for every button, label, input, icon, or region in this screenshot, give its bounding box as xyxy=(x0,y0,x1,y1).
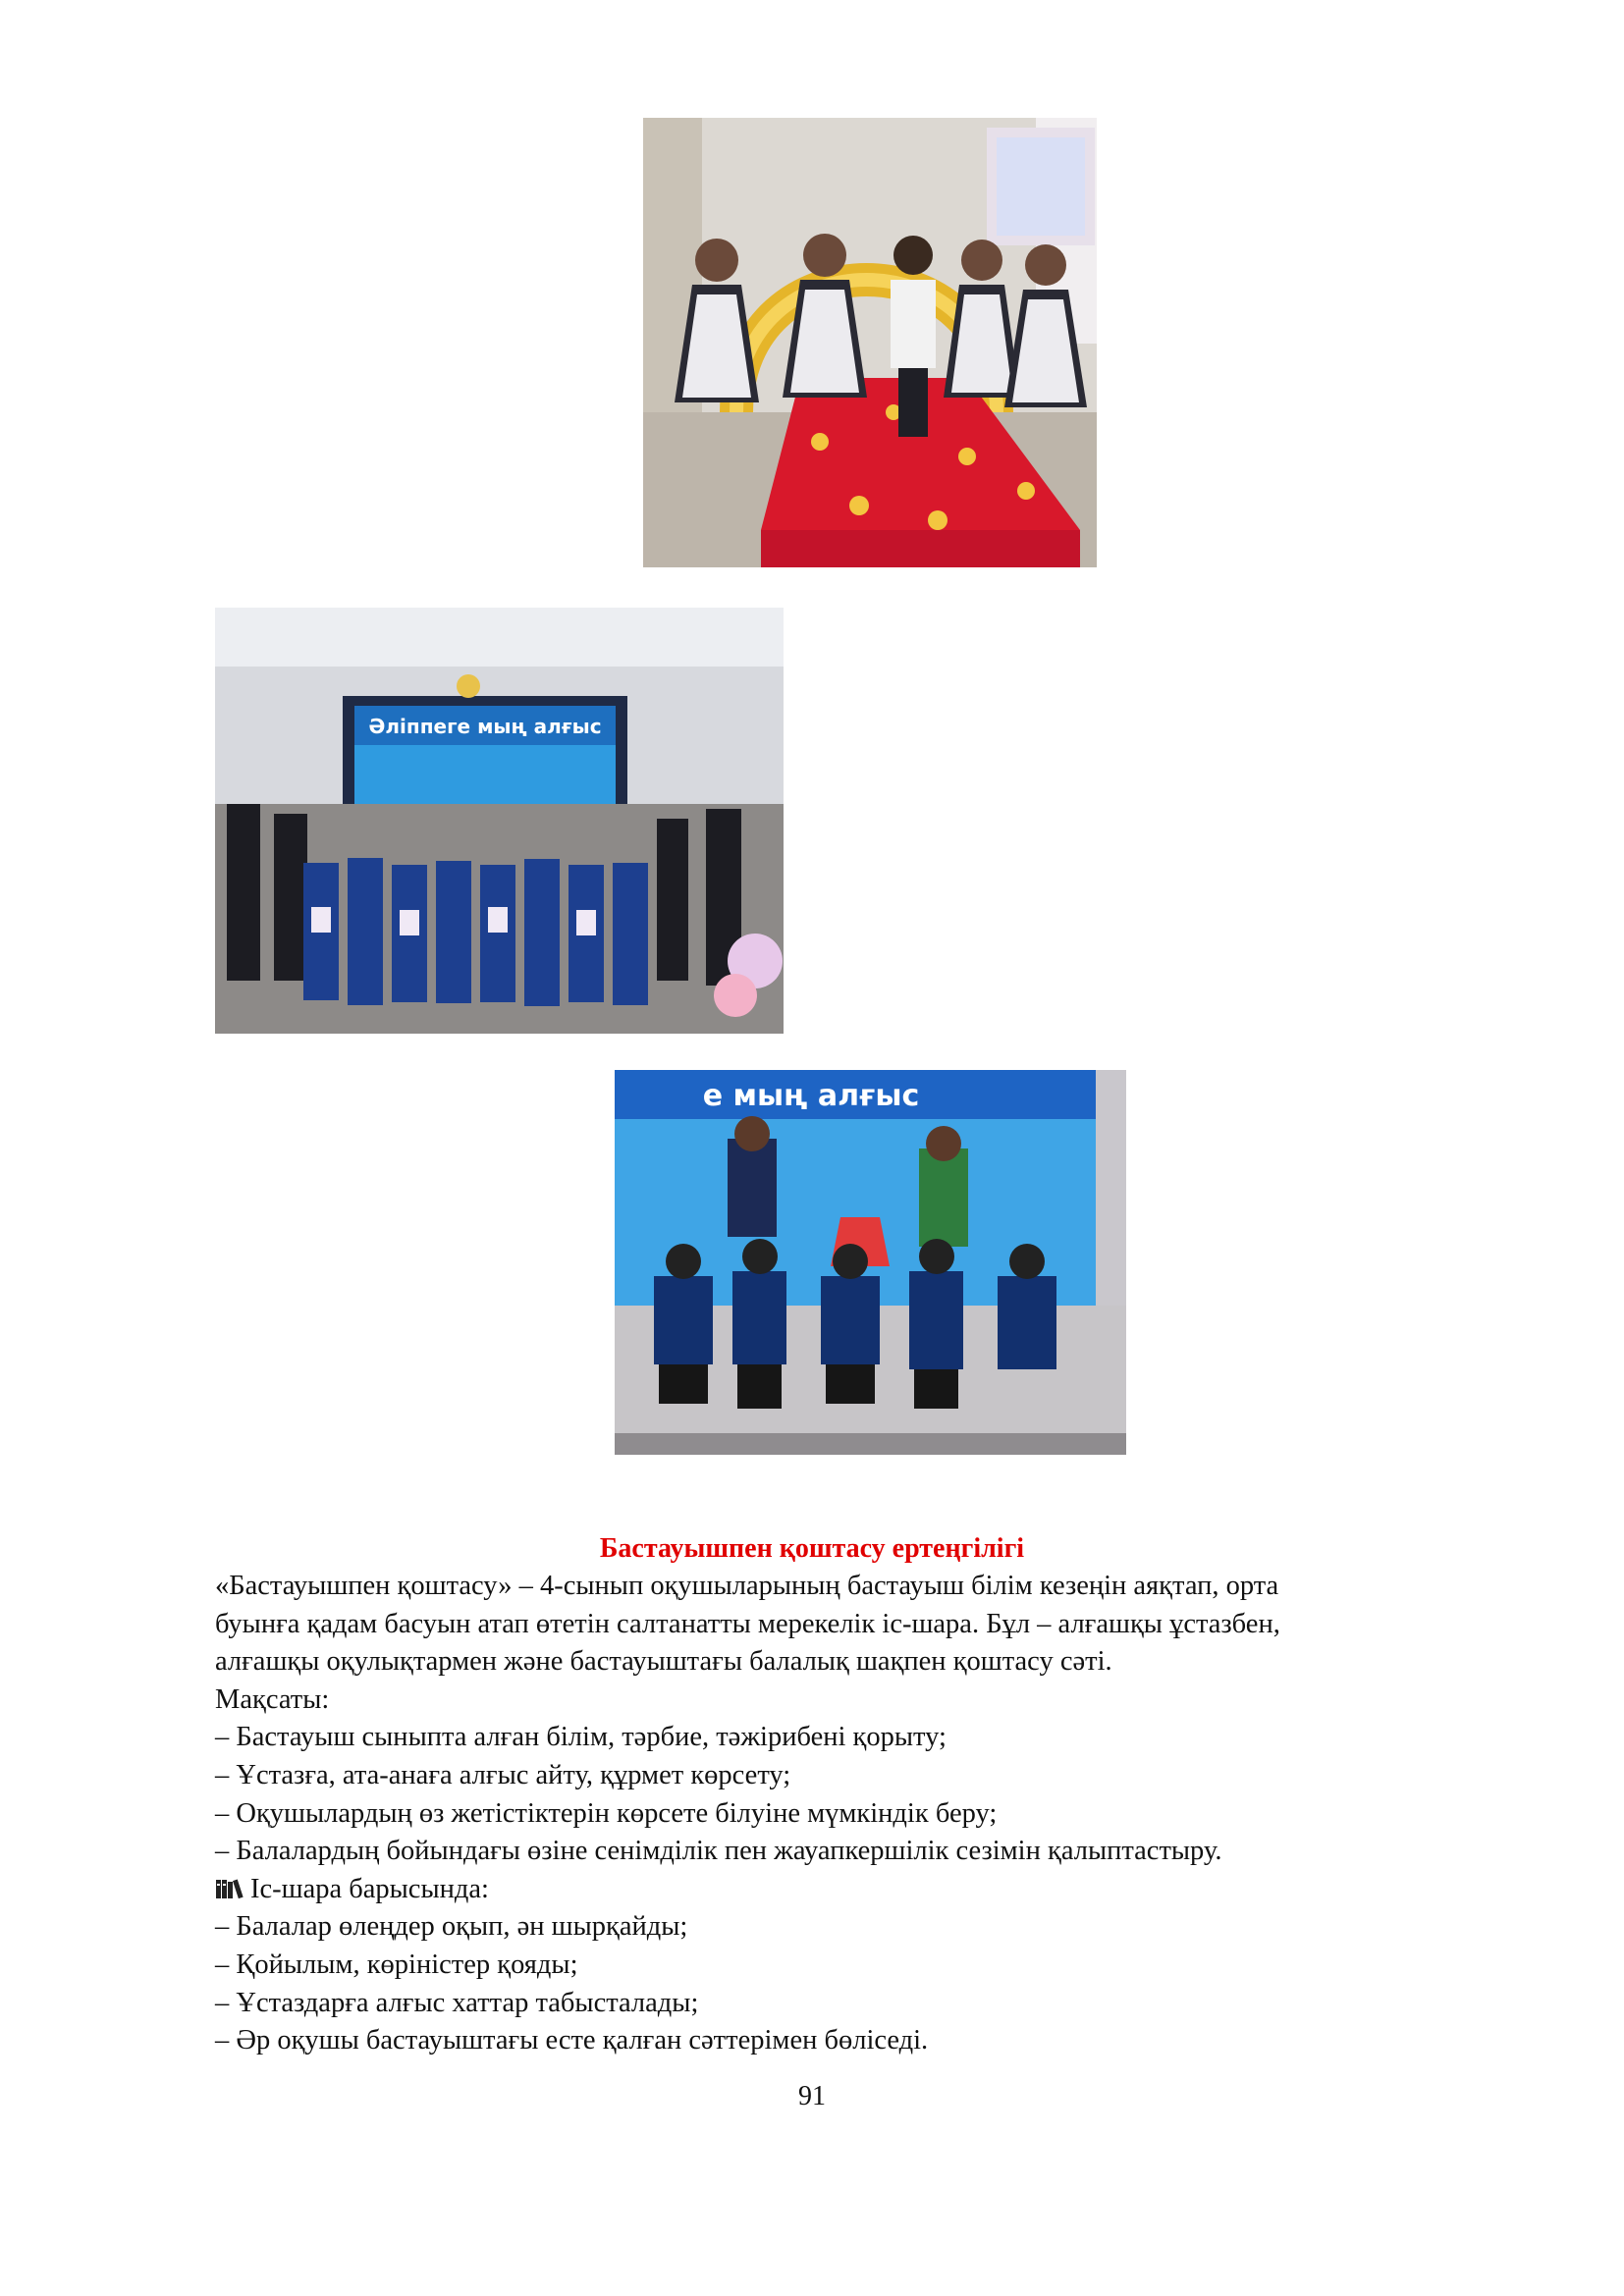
goal-item: – Балалардың бойындағы өзіне сенімділік пен жауапкершілік сезімін қалыптастыру. xyxy=(215,1836,1222,1867)
page-number: 91 xyxy=(798,2081,826,2111)
books-icon xyxy=(215,1873,244,1895)
photo-balloon-arch xyxy=(643,118,1097,567)
photo-group xyxy=(215,608,784,1034)
event-item: – Қойылым, көріністер қояды; xyxy=(215,1949,578,1980)
goals-label: Мақсаты: xyxy=(215,1683,330,1715)
paragraph-line: алғашқы оқулықтармен және бастауыштағы балалық шақпен қоштасу сәті. xyxy=(215,1646,1112,1678)
section-heading: Бастауышпен қоштасу ертеңгілігі xyxy=(599,1533,1025,1564)
body-text xyxy=(215,1568,1491,2060)
paragraph-line: «Бастауышпен қоштасу» – 4-сынып оқушыларының бастауыш білім кезеңін аяқтап, орта xyxy=(215,1571,1279,1601)
event-item: – Әр оқушы бастауыштағы есте қалған сәттерімен бөліседі. xyxy=(215,2025,929,2056)
goal-item: – Ұстазға, ата-анаға алғыс айту, құрмет көрсету; xyxy=(215,1759,791,1790)
event-item: – Ұстаздарға алғыс хаттар табысталады; xyxy=(215,1987,699,2018)
photo-stage-performance xyxy=(615,1070,1126,1455)
banner-text: Әліппеге мың алғыс xyxy=(368,715,602,738)
paragraph-line: буынға қадам басуын атап өтетін салтанатты мерекелік іс-шара. Бұл – алғашқы ұстазбен, xyxy=(215,1608,1280,1639)
goal-item: – Бастауыш сыныпта алған білім, тәрбие, тәжірибені қорыту; xyxy=(215,1722,947,1753)
banner-text: е мың алғыс xyxy=(702,1079,920,1113)
event-label: Іс-шара барысында: xyxy=(250,1873,489,1904)
event-label-line xyxy=(215,1871,1491,1909)
event-item: – Балалар өлеңдер оқып, ән шырқайды; xyxy=(215,1911,688,1943)
goal-item: – Оқушылардың өз жетістіктерін көрсете білуіне мүмкіндік беру; xyxy=(215,1797,998,1829)
